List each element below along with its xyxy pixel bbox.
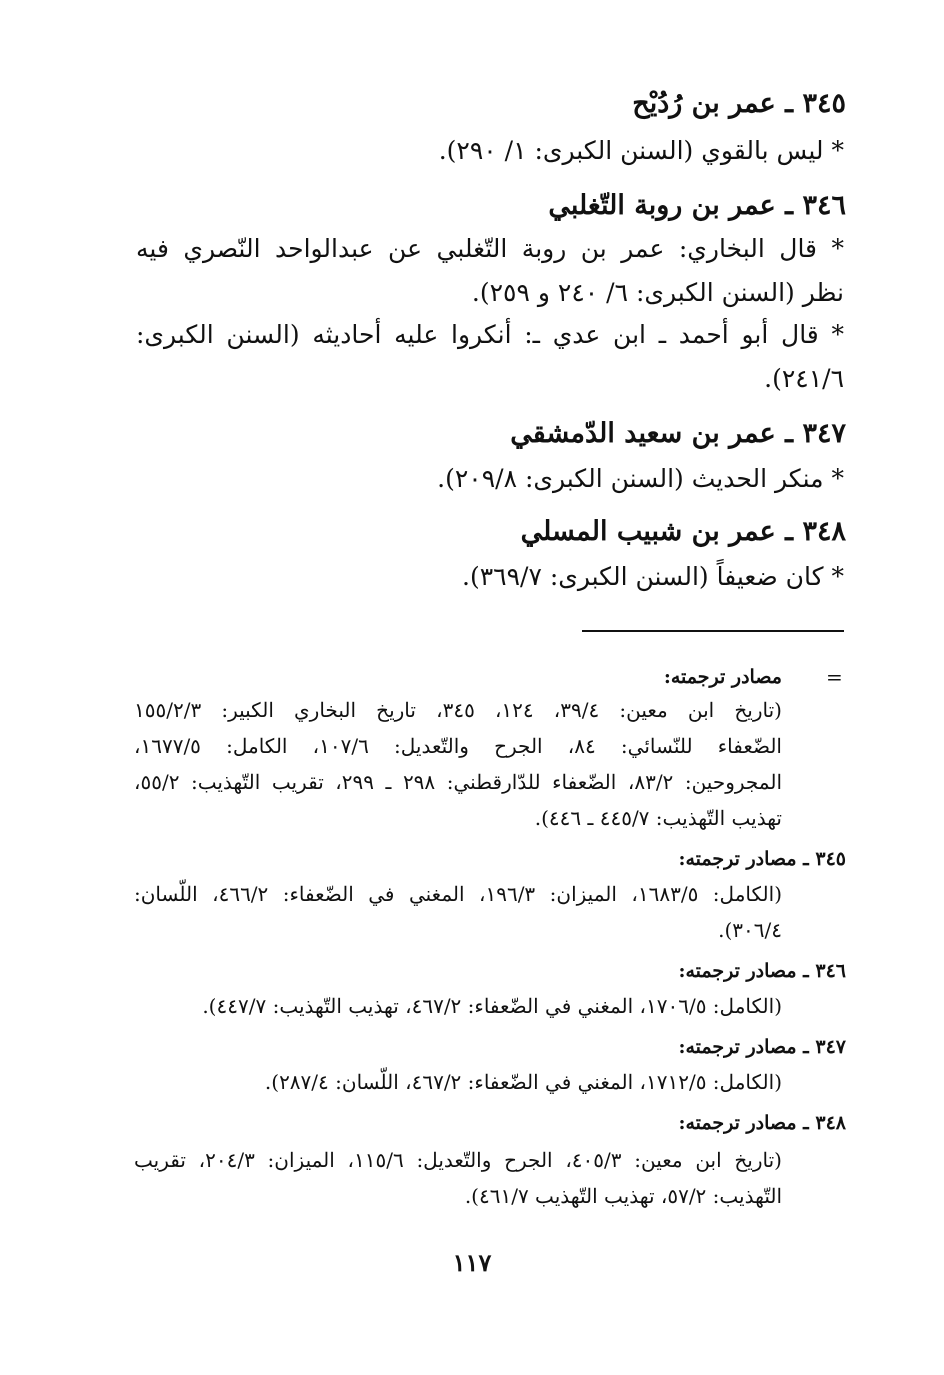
- entry-heading-345: ٣٤٥ ـ عمر بن رُدُيْح: [632, 88, 846, 119]
- footnote-0-line-4: تهذيب التّهذيب: ٤٤٥/٧ ـ ٤٤٦).: [534, 806, 782, 830]
- continuation-marker: =: [826, 665, 843, 689]
- entry-346-line-2: نظر (السنن الكبرى: ٦/ ٢٤٠ و ٢٥٩).: [471, 278, 844, 307]
- footnote-0-line-1: (تاريخ ابن معين: ٣٩/٤، ١٢٤، ٣٤٥، تاريخ البخاري الكبير: ١٥٥/٢/٣: [134, 698, 782, 722]
- footnote-0-line-3: المجروحين: ٨٣/٢، الضّعفاء للدّارقطني: ٢٩٨ ـ ٢٩٩، تقريب التّهذيب: ٥٥/٢،: [134, 770, 783, 794]
- entry-346-line-4: ٢٤١/٦).: [764, 364, 844, 393]
- footnote-348-line-1: (تاريخ ابن معين: ٤٠٥/٣، الجرح والتّعديل: ١١٥/٦، الميزان: ٢٠٤/٣، تقريب: [134, 1148, 782, 1172]
- footnote-heading-345: ٣٤٥ ـ مصادر ترجمته:: [678, 848, 846, 870]
- entry-heading-348: ٣٤٨ ـ عمر بن شبيب المسلي: [520, 516, 846, 547]
- footnote-345-line-1: (الكامل: ١٦٨٣/٥، الميزان: ١٩٦/٣، المغني في الضّعفاء: ٤٦٦/٢، اللّسان:: [134, 882, 782, 906]
- footnote-348-line-2: التّهذيب: ٥٧/٢، تهذيب التّهذيب ٤٦١/٧).: [464, 1184, 782, 1208]
- footnote-heading-348: ٣٤٨ ـ مصادر ترجمته:: [678, 1112, 846, 1134]
- footnote-346-line-1: (الكامل: ١٧٠٦/٥، المغني في الضّعفاء: ٤٦٧/٢، تهذيب التّهذيب: ٤٤٧/٧).: [202, 994, 782, 1018]
- entry-346-line-3: * قال أبو أحمد ـ ابن عدي ـ: أنكروا عليه أحاديثه (السنن الكبرى:: [136, 320, 844, 349]
- entry-348-line-1: * كان ضعيفاً (السنن الكبرى: ٣٦٩/٧).: [462, 562, 844, 591]
- footnote-separator: [582, 630, 844, 632]
- page-number: ١١٧: [452, 1248, 492, 1277]
- footnote-345-line-2: ٣٠٦/٤).: [718, 918, 782, 942]
- footnote-heading-continued: مصادر ترجمته:: [663, 666, 782, 688]
- entry-347-line-1: * منكر الحديث (السنن الكبرى: ٢٠٩/٨).: [437, 464, 844, 493]
- entry-heading-347: ٣٤٧ ـ عمر بن سعيد الدّمشقي: [510, 418, 846, 449]
- footnote-heading-346: ٣٤٦ ـ مصادر ترجمته:: [678, 960, 846, 982]
- footnote-347-line-1: (الكامل: ١٧١٢/٥، المغني في الضّعفاء: ٤٦٧/٢، اللّسان: ٢٨٧/٤).: [264, 1070, 782, 1094]
- footnote-heading-347: ٣٤٧ ـ مصادر ترجمته:: [678, 1036, 846, 1058]
- entry-346-line-1: * قال البخاري: عمر بن روبة التّغلبي عن عبدالواحد النّصري فيه: [136, 234, 844, 263]
- entry-heading-346: ٣٤٦ ـ عمر بن روبة التّغلبي: [548, 190, 846, 221]
- entry-345-line-1: * ليس بالقوي (السنن الكبرى: ١/ ٢٩٠).: [438, 136, 844, 165]
- footnote-0-line-2: الضّعفاء للنّسائي: ٨٤، الجرح والتّعديل: ١٠٧/٦، الكامل: ١٦٧٧/٥،: [134, 734, 782, 758]
